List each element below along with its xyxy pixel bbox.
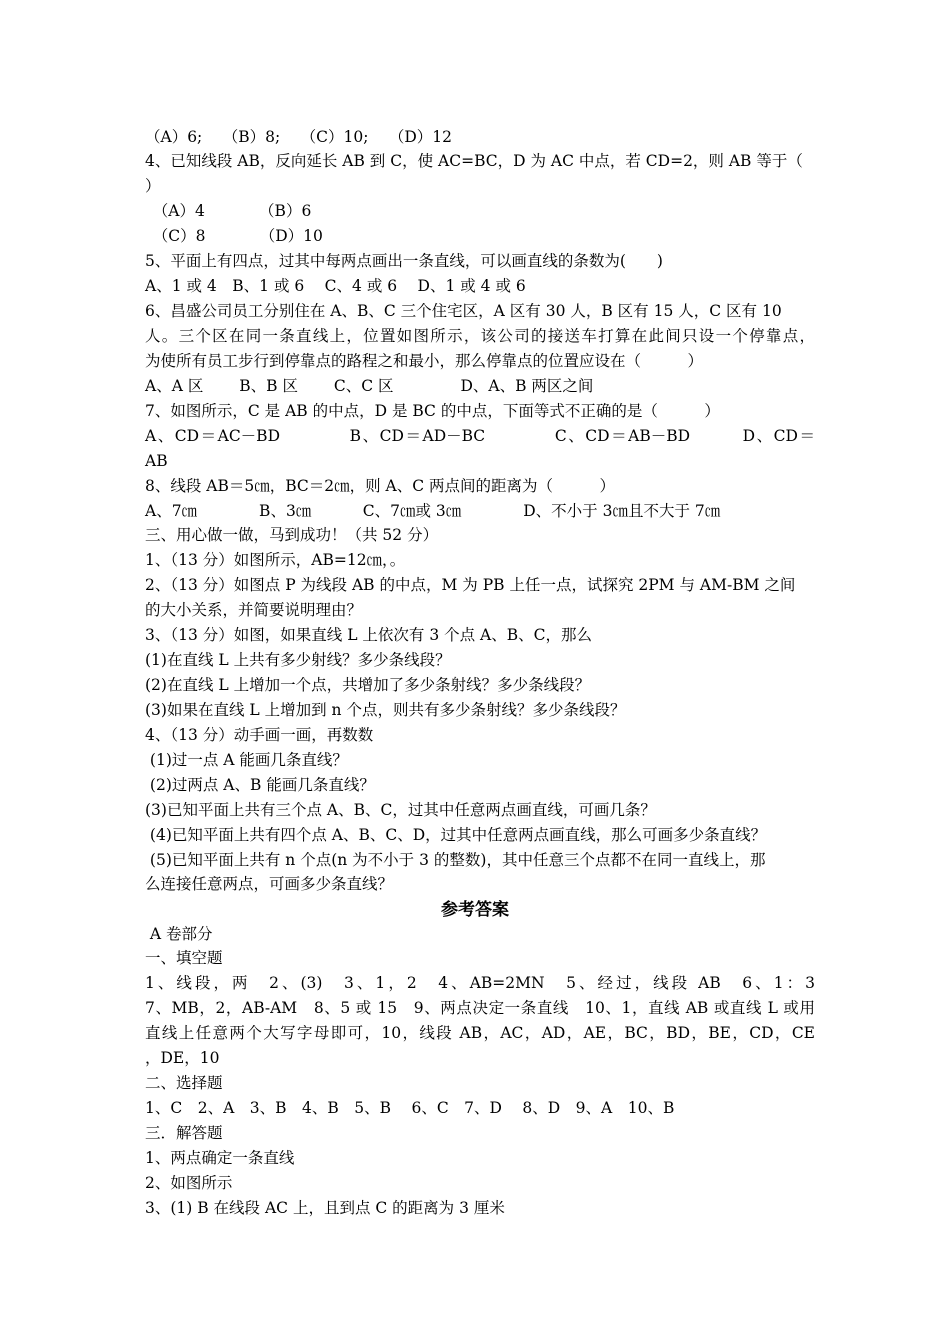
text-line: A、7㎝ B、3㎝ C、7㎝或 3㎝ D、不小于 3㎝且不大于 7㎝ [145,502,721,520]
text-line: A、CD＝AC－BD B、CD＝AD－BC C、CD＝AB－BD D、CD＝ [145,427,815,445]
section-title: 三、用心做一做，马到成功！（共 52 分） [145,526,439,544]
answer-line: 一、填空题 [145,949,223,967]
answer-line: 2、如图所示 [145,1174,233,1192]
text-line: 4、已知线段 AB，反向延长 AB 到 C，使 AC=BC，D 为 AC 中点，若 CD=2，则 AB 等于（ [145,152,803,170]
text-line: (1)过一点 A 能画几条直线？ [145,751,348,769]
answer-line: 直线上任意两个大写字母即可，10，线段 AB，AC，AD，AE，BC，BD，BE，CD，CE [145,1024,815,1042]
text-line: AB [145,452,168,470]
text-line: （A）6; （B）8; （C）10; （D）12 [145,128,452,146]
text-line: 么连接任意两点，可画多少条直线？ [145,875,394,893]
text-line: 2、（13 分）如图点 P 为线段 AB 的中点，M 为 PB 上任一点，试探究 2PM 与 AM-BM 之间 [145,576,796,594]
text-line: （C）8 （D）10 [145,227,323,245]
text-line: 人。三个区在同一条直线上，位置如图所示，该公司的接送车打算在此间只设一个停靠点， [145,327,815,345]
text-line: 1、（13 分）如图所示，AB=12㎝，。 [145,551,406,569]
text-line: (2)在直线 L 上增加一个点，共增加了多少条射线？多少条线段？ [145,676,591,694]
text-line: (5)已知平面上共有 n 个点(n 为不小于 3 的整数)，其中任意三个点都不在同一直线上，那 [145,851,766,869]
text-line: A、1 或 4 B、1 或 6 C、4 或 6 D、1 或 4 或 6 [145,277,526,295]
text-line: （A）4 （B）6 [145,202,312,220]
text-line: ） [145,177,161,195]
text-line: 4、（13 分）动手画一画，再数数 [145,726,374,744]
text-line: 的大小关系，并简要说明理由？ [145,601,363,619]
answer-line: 三．解答题 [145,1124,223,1142]
text-line: 3、（13 分）如图，如果直线 L 上依次有 3 个点 A、B、C，那么 [145,626,592,644]
answer-line: 3、(1) B 在线段 AC 上，且到点 C 的距离为 3 厘米 [145,1199,505,1217]
text-line: A、A 区 B、B 区 C、C 区 D、A、B 两区之间 [145,377,594,395]
text-line: (3)如果在直线 L 上增加到 n 个点，则共有多少条射线？多少条线段？ [145,701,626,719]
answer-line: 二、选择题 [145,1074,223,1092]
answer-line: 1、两点确定一条直线 [145,1149,295,1167]
answer-line: 7、MB，2，AB-AM 8、5 或 15 9、两点决定一条直线 10、1，直线 AB 或直线 L 或用 [145,999,815,1017]
answer-heading: 参考答案 [441,900,509,920]
text-line: (3)已知平面上共有三个点 A、B、C，过其中任意两点画直线，可画几条？ [145,801,656,819]
text-line: 7、如图所示，C 是 AB 的中点，D 是 BC 的中点，下面等式不正确的是（ ） [145,402,720,420]
text-line: 5、平面上有四点，过其中每两点画出一条直线，可以画直线的条数为( ) [145,252,663,270]
answer-line: A 卷部分 [145,925,213,943]
text-line: 6、昌盛公司员工分别住在 A、B、C 三个住宅区，A 区有 30 人，B 区有 15 人，C 区有 10 [145,302,782,320]
text-line: 8、线段 AB＝5㎝，BC＝2㎝，则 A、C 两点间的距离为（ ） [145,477,616,495]
answer-line: 1、C 2、A 3、B 4、B 5、B 6、C 7、D 8、D 9、A 10、B [145,1099,675,1117]
answer-line: ，DE，10 [145,1049,220,1067]
text-line: 为使所有员工步行到停靠点的路程之和最小，那么停靠点的位置应设在（ ） [145,352,704,370]
answer-line: 1、线段，两 2、(3) 3、1，2 4、AB=2MN 5、经过，线段 AB 6、1：3 [145,974,815,992]
text-line: (2)过两点 A、B 能画几条直线？ [145,776,375,794]
text-line: (1)在直线 L 上共有多少射线？多少条线段？ [145,651,451,669]
text-line: (4)已知平面上共有四个点 A、B、C、D，过其中任意两点画直线，那么可画多少条直线？ [145,826,767,844]
